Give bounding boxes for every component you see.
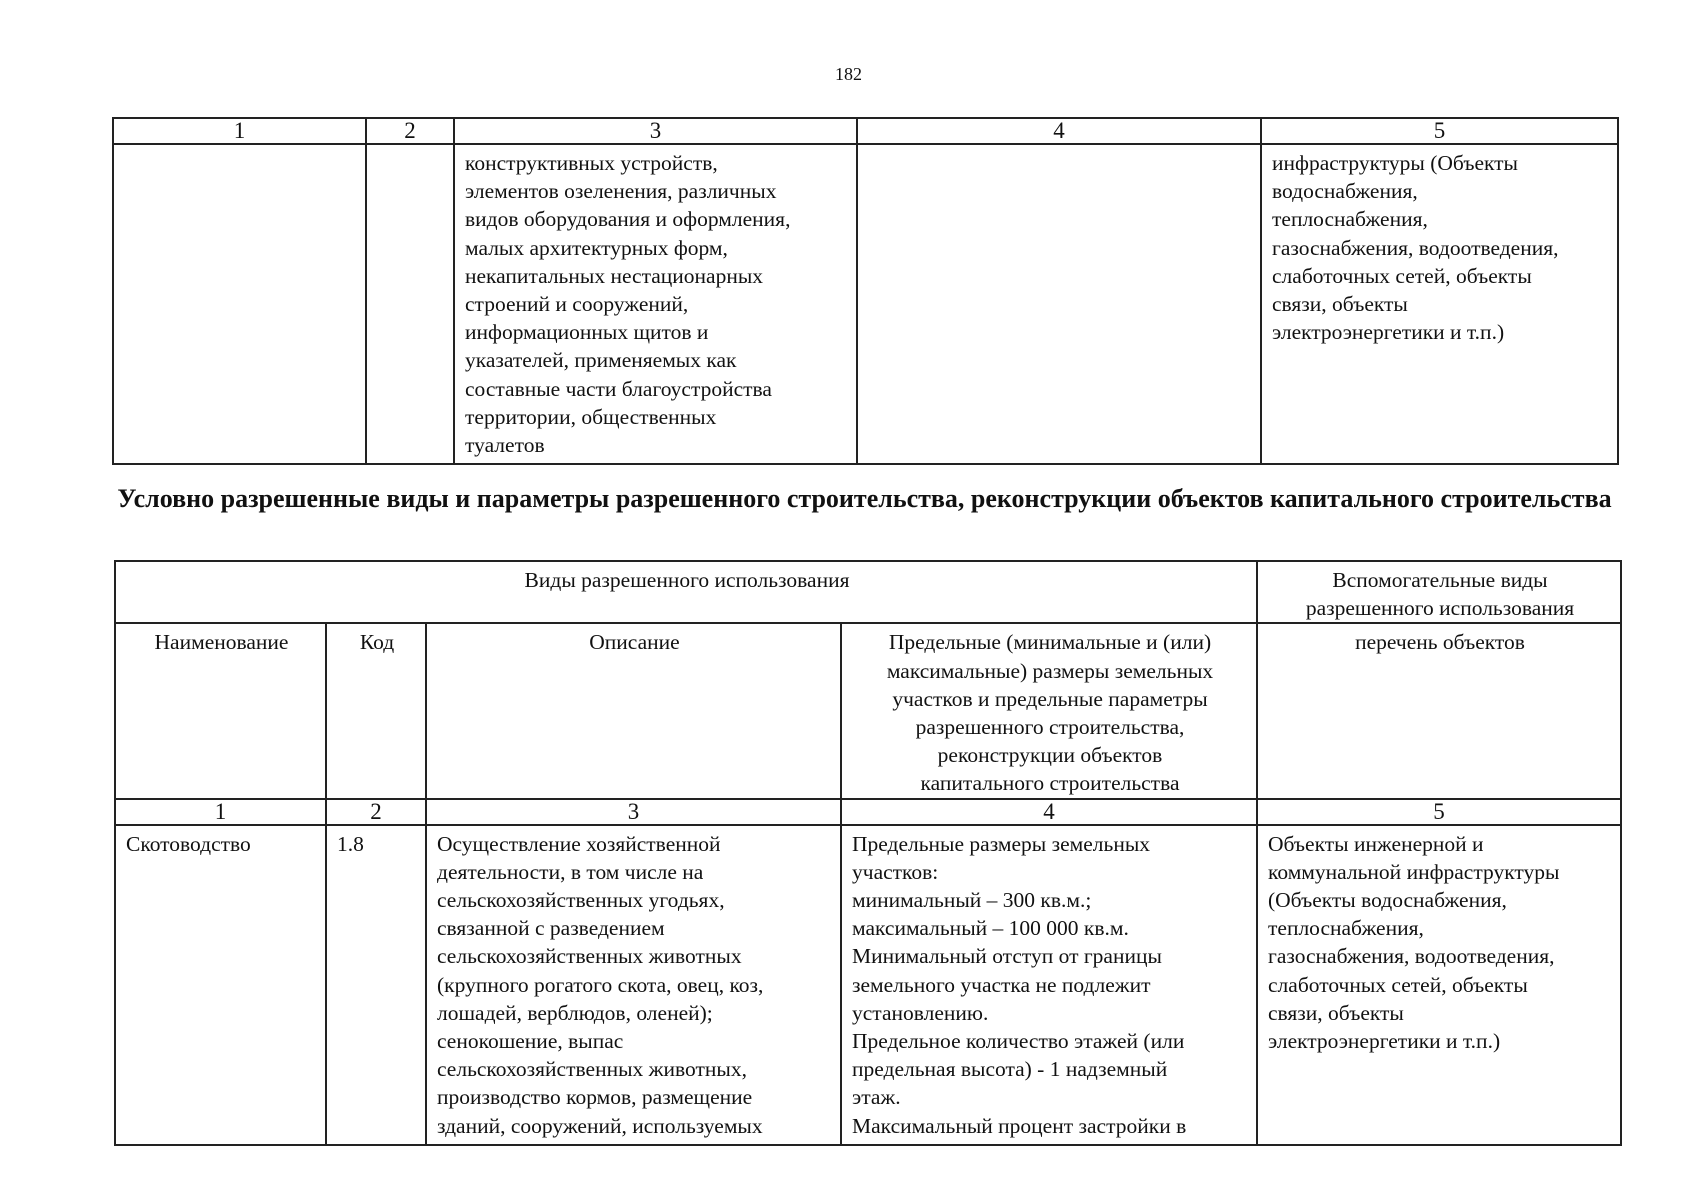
code-header <box>326 623 426 798</box>
limits-header-text: Предельные (минимальные и (или) максимальные) размеры земельных участков и предельные параметры разрешенного строительства, реконструкции объектов капитального строительства <box>886 630 1214 796</box>
name-text: Скотоводство <box>126 831 251 856</box>
group-header-row <box>115 561 1621 623</box>
column-header-row <box>115 623 1621 798</box>
permitted-uses-header-text: Виды разрешенного использования <box>524 568 850 592</box>
permitted-uses-header <box>115 561 1257 623</box>
objects-header-text: перечень объектов <box>1355 630 1525 655</box>
auxiliary-objects-cell <box>1257 825 1621 1145</box>
column-number-2: 2 <box>366 118 454 144</box>
limits-header <box>841 623 1257 798</box>
limits-text <box>858 145 1260 149</box>
column-number-5: 5 <box>1261 118 1618 144</box>
column-number-1: 1 <box>113 118 366 144</box>
description-header <box>426 623 841 798</box>
code-text: 1.8 <box>337 831 364 856</box>
column-number-3: 3 <box>454 118 857 144</box>
auxiliary-uses-header-text: Вспомогательные виды разрешенного использования <box>1305 568 1575 621</box>
column-number-row <box>115 799 1621 825</box>
description-header-text: Описание <box>589 630 680 655</box>
limits-text: Предельные размеры земельных участков: минимальный – 300 кв.м.; максимальный – 100 000 кв.м. Минимальный отступ от границы земельного участка не подлежит установлению. Предельное количество этажей (или предельная высота) - 1 надземный этаж. Максимальный процент застройки в <box>852 831 1187 1138</box>
section-heading: Условно разрешенные виды и параметры разрешенного строительства, реконструкции объектов капитального строительства <box>117 484 1612 513</box>
description-text: конструктивных устройств, элементов озеленения, различных видов оборудования и оформления, малых архитектурных форм, некапитальных нестационарных строений и сооружений, информационных щитов и указателей, применяемых как составные части благоустройства территории, общественных туалетов <box>465 151 791 458</box>
code-cell <box>366 144 454 464</box>
code-header-text: Код <box>359 630 395 655</box>
limits-cell <box>857 144 1261 464</box>
limits-cell <box>841 825 1257 1145</box>
column-number-4: 4 <box>857 118 1261 144</box>
description-text: Осуществление хозяйственной деятельности, в том числе на сельскохозяйственных угодьях, связанной с разведением сельскохозяйственных животных (крупного рогатого скота, овец, коз, лошадей, верблюдов, оленей); сенокошение, выпас сельскохозяйственных животных, производство кормов, размещение зданий, сооружений, используемых <box>437 831 764 1138</box>
table-row <box>115 825 1621 1145</box>
name-cell <box>113 144 366 464</box>
column-number-5: 5 <box>1257 799 1621 825</box>
name-header-text: Наименование <box>154 630 289 655</box>
column-number-1: 1 <box>115 799 326 825</box>
auxiliary-uses-header <box>1257 561 1621 623</box>
column-number-2: 2 <box>326 799 426 825</box>
auxiliary-objects-text: инфраструктуры (Объекты водоснабжения, теплоснабжения, газоснабжения, водоотведения, слаботочных сетей, объекты связи, объекты электроэнергетики и т.п.) <box>1272 151 1559 345</box>
page-number: 182 <box>835 64 862 84</box>
name-cell <box>115 825 326 1145</box>
column-number-4: 4 <box>841 799 1257 825</box>
code-cell <box>326 825 426 1145</box>
table-row <box>113 144 1618 464</box>
objects-header <box>1257 623 1621 798</box>
conditional-uses-table <box>114 560 1622 1146</box>
column-number-3: 3 <box>426 799 841 825</box>
continued-table <box>112 117 1619 465</box>
column-number-row <box>113 118 1618 144</box>
auxiliary-objects-text: Объекты инженерной и коммунальной инфраструктуры (Объекты водоснабжения, теплоснабжения, газоснабжения, водоотведения, слаботочных сетей, объекты связи, объекты электроэнергетики и т.п.) <box>1268 831 1560 1054</box>
description-cell <box>426 825 841 1145</box>
name-header <box>115 623 326 798</box>
auxiliary-objects-cell <box>1261 144 1618 464</box>
description-cell <box>454 144 857 464</box>
